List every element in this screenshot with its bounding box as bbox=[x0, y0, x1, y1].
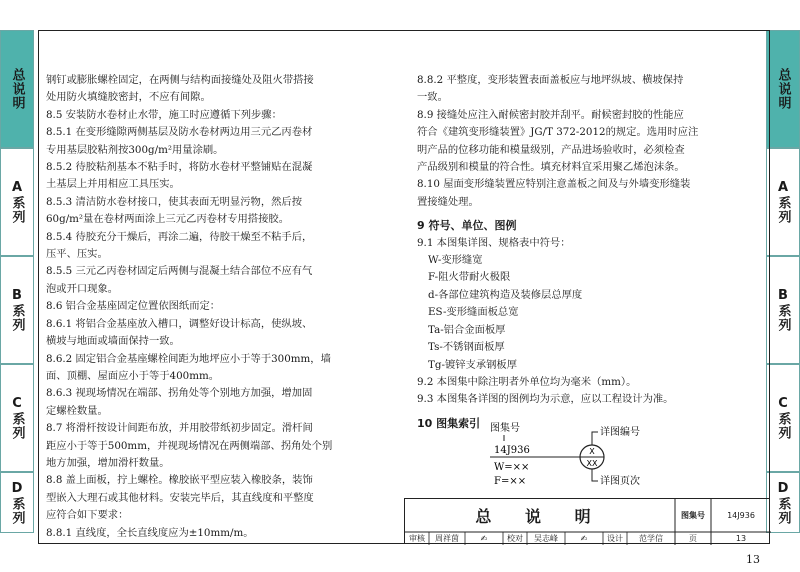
atlas-index-diagram bbox=[470, 421, 690, 491]
left-column bbox=[46, 72, 392, 542]
tab-series-d[interactable] bbox=[766, 472, 800, 533]
right-text-line: 8.8.2 平整度，变形装置表面盖板应与地坪纵坡、横坡保持 bbox=[417, 74, 684, 86]
w-line: W=×× bbox=[494, 462, 530, 473]
design-label: 设计 bbox=[607, 534, 623, 543]
circle-detail-number: X bbox=[589, 447, 595, 456]
tab-label: C系列 bbox=[9, 396, 25, 440]
right-text-line: 符合《建筑变形缝装置》JG/T 372-2012的规定。选用时应注 bbox=[417, 126, 699, 139]
atlas-number-value: 14J936 bbox=[727, 511, 755, 520]
tab-general[interactable] bbox=[0, 30, 34, 148]
section-9-line: Ta-铝合金面板厚 bbox=[428, 323, 506, 336]
proof-name: 吴志峰 bbox=[534, 534, 558, 543]
left-text-line: 型嵌入大理石或其他材料。安装完毕后，其直线度和平整度 bbox=[46, 491, 314, 504]
left-text-line: 8.6.3 视现场情况在端部、拐角处等个别地方加强，增加固 bbox=[46, 387, 313, 400]
left-text-line: 8.5.3 清洁防水卷材接口，使其表面无明显污物，然后按 bbox=[46, 195, 303, 208]
page-leader bbox=[592, 469, 598, 481]
tab-label: 总说明 bbox=[9, 68, 25, 110]
right-tab-strip bbox=[766, 30, 800, 533]
sheet-title: 总 说 明 bbox=[475, 507, 605, 526]
tab-general[interactable] bbox=[766, 30, 800, 148]
tab-label: D系列 bbox=[9, 480, 25, 525]
left-text-line: 处用防火填缝胶密封，不应有间隙。 bbox=[46, 91, 211, 104]
proof-label: 校对 bbox=[507, 534, 523, 543]
page-value: 13 bbox=[735, 534, 747, 543]
tab-label: D系列 bbox=[775, 480, 791, 525]
left-text-line: 8.8 盖上面板，拧上螺栓。橡胶嵌平型应装入橡胶条，装饰 bbox=[46, 474, 313, 487]
right-column bbox=[417, 72, 763, 432]
section-9-line: 9.2 本图集中除注明者外单位均为毫米（mm）。 bbox=[417, 375, 637, 388]
left-text-line: 压平、压实。 bbox=[46, 248, 108, 261]
left-text-line: 8.6.1 将铝合金基座放入槽口，调整好设计标高，使纵坡、 bbox=[46, 317, 313, 330]
section-9-line: W-变形缝宽 bbox=[428, 254, 483, 267]
left-text-line: 8.6 铝合金基座固定位置依图纸而定： bbox=[46, 300, 221, 313]
title-block bbox=[404, 498, 770, 544]
left-text-line: 面、顶棚、屋面应小于等于400mm。 bbox=[46, 369, 220, 382]
review-signature: ✍ bbox=[480, 534, 488, 543]
tab-series-a[interactable] bbox=[0, 148, 34, 256]
section-9-line: 9.3 本图集各详图的图例均为示意，应以工程设计为准。 bbox=[417, 393, 674, 406]
tab-label: B系列 bbox=[9, 288, 25, 332]
left-text-line: 8.5.4 待胶充分干燥后，再涂二遍，待胶干燥至不粘手后， bbox=[46, 230, 313, 243]
tab-series-a[interactable] bbox=[766, 148, 800, 256]
left-text-line: 应符合如下要求： bbox=[46, 509, 129, 522]
atlas-number-label: 图集号 bbox=[681, 511, 705, 520]
circle-page-number: XX bbox=[586, 459, 598, 468]
left-text-line: 横坡与地面或墙面保持一致。 bbox=[46, 335, 180, 348]
left-text-line: 8.5 安装防水卷材止水带，施工时应遵循下列步骤： bbox=[46, 108, 282, 121]
tab-label: A系列 bbox=[9, 180, 25, 224]
section-9-line: Ts-不锈钢面板厚 bbox=[428, 341, 505, 354]
left-tab-strip bbox=[0, 30, 34, 533]
left-text-line: 8.8.1 直线度，全长直线度应为±10mm/m。 bbox=[46, 526, 254, 539]
label-atlas-number: 图集号 bbox=[490, 423, 520, 434]
tab-label: B系列 bbox=[775, 288, 791, 332]
f-line: F=×× bbox=[494, 476, 527, 487]
tab-series-c[interactable] bbox=[0, 364, 34, 472]
detail-leader bbox=[592, 432, 598, 445]
atlas-code: 14J936 bbox=[494, 445, 530, 456]
tab-label: A系列 bbox=[775, 180, 791, 224]
left-text-line: 地方加强，增加滑杆数量。 bbox=[46, 456, 170, 469]
section-9-line: Tg-镀锌支承钢板厚 bbox=[428, 358, 518, 371]
left-text-line: 8.6.2 固定铝合金基座螺栓间距为地坪应小于等于300mm，墙 bbox=[46, 352, 331, 365]
tab-series-b[interactable] bbox=[0, 256, 34, 364]
left-text-line: 专用基层胶粘剂按300g/m²用量涂刷。 bbox=[46, 143, 224, 156]
left-text-line: 定螺栓数量。 bbox=[46, 404, 108, 417]
page-number: 13 bbox=[746, 553, 760, 566]
design-name: 范学信 bbox=[639, 534, 663, 543]
tab-label: 总说明 bbox=[775, 68, 791, 110]
label-detail-number: 详图编号 bbox=[600, 427, 640, 438]
tab-series-c[interactable] bbox=[766, 364, 800, 472]
tab-series-d[interactable] bbox=[0, 472, 34, 533]
left-text-line: 距应小于等于500mm，并视现场情况在两侧端部、拐角处个别 bbox=[46, 439, 333, 452]
page-label: 页 bbox=[689, 534, 697, 543]
left-text-line: 8.5.5 三元乙丙卷材固定后两侧与混凝土结合部位不应有气 bbox=[46, 265, 313, 278]
left-text-line: 8.5.2 待胶粘剂基本不粘手时，将防水卷材平整铺贴在混凝 bbox=[46, 161, 313, 174]
section-10-heading: 10 图集索引 bbox=[417, 416, 481, 430]
left-text-line: 钢钉或膨胀螺栓固定，在两侧与结构面接缝处及阻火带搭接 bbox=[46, 74, 314, 86]
right-text-line: 明产品的位移功能和模量级别，产品进场验收时，必须检查 bbox=[417, 143, 685, 156]
section-9-heading: 9 符号、单位、图例 bbox=[417, 219, 517, 233]
section-9-line: 9.1 本图集详图、规格表中符号： bbox=[417, 236, 571, 249]
right-text-line: 8.9 接缝处应注入耐候密封胶并刮平。耐候密封胶的性能应 bbox=[417, 108, 684, 121]
left-text-line: 60g/m²量在卷材两面涂上三元乙丙卷材专用搭接胶。 bbox=[46, 213, 289, 226]
left-text-line: 泡或开口现象。 bbox=[46, 282, 119, 295]
section-9-line: ES-变形缝面板总宽 bbox=[428, 306, 519, 319]
review-name: 周祥茵 bbox=[435, 534, 459, 543]
left-text-line: 土基层上并用相应工具压实。 bbox=[46, 178, 180, 191]
proof-signature: ✍ bbox=[580, 534, 588, 543]
right-text-line: 8.10 屋面变形缝装置应特别注意盖板之间及与外墙变形缝装 bbox=[417, 178, 691, 191]
left-text-line: 8.7 将滑杆按设计间距布放，并用胶带纸初步固定。滑杆间 bbox=[46, 422, 313, 435]
right-text-line: 产品级别和模量的符合性。填充材料宜采用聚乙烯泡沫条。 bbox=[417, 161, 685, 174]
right-text-line: 置接缝处理。 bbox=[417, 195, 479, 208]
right-text-line: 一致。 bbox=[417, 91, 448, 104]
tab-series-b[interactable] bbox=[766, 256, 800, 364]
left-text-line: 8.5.1 在变形缝隙两侧基层及防水卷材两边用三元乙丙卷材 bbox=[46, 126, 313, 139]
label-page-number: 详图页次 bbox=[600, 476, 640, 487]
review-label: 审核 bbox=[409, 534, 425, 543]
section-9-line: F-阻火带耐火极限 bbox=[428, 271, 511, 284]
index-diagram-svg bbox=[470, 421, 690, 491]
tab-label: C系列 bbox=[775, 396, 791, 440]
section-9-line: d-各部位建筑构造及装修层总厚度 bbox=[428, 288, 583, 301]
